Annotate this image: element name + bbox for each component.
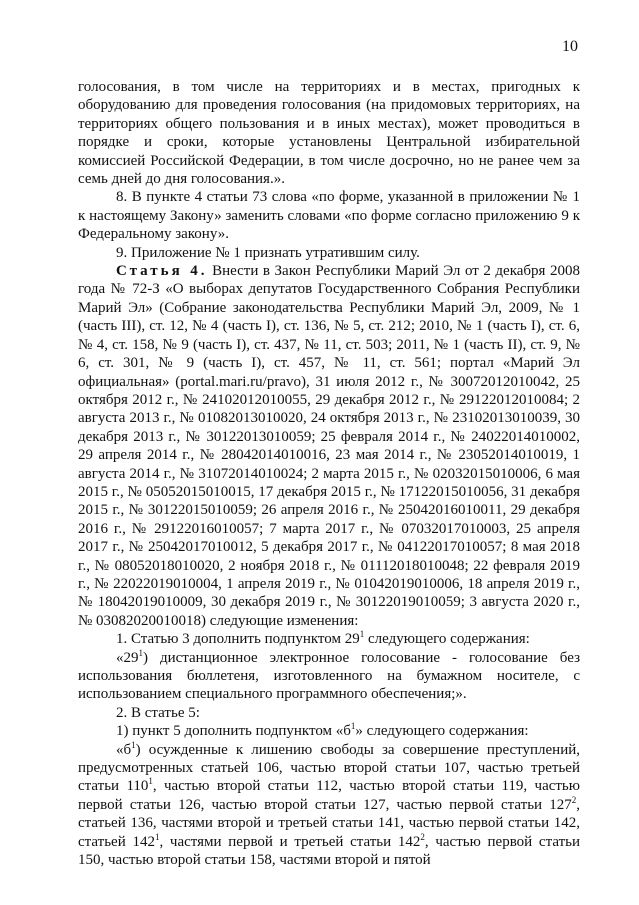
paragraph-item-9: 9. Приложение № 1 признать утратившим силу. bbox=[116, 244, 420, 261]
paragraph-definition-29-1: «$29^1$) дистанционное электронное голосование - голосование без использования бюллетеня, изготовленного на бумажном носителе, с использованием специального программного обеспечения;». bbox=[78, 647, 580, 703]
paragraph-change-1: 1. Статью 3 дополнить подпунктом $29^1$ следующего содержания: bbox=[116, 629, 530, 648]
article-heading: Статья 4. bbox=[116, 263, 208, 280]
paragraph-continuation: голосования, в том числе на территориях и в местах, пригодных к оборудованию для проведения голосования (на придомовых территориях, на территориях общего пользования и в иных местах), может проводиться в порядке и сроки, которые установлены Центральной избирательной комиссией Российской Федерации, в том числе досрочно, но не ранее чем за семь дней до дня голосования.». bbox=[78, 79, 580, 188]
paragraph-article-4 bbox=[78, 262, 580, 630]
page-number: 10 bbox=[562, 38, 578, 55]
paragraph-b1-text: «$б^1$) осужденные к лишению свободы за совершение преступлений, предусмотренных статьей 106, частью второй статьи 107, частью третьей статьи $110^1$, частью второй статьи 112, частью второй статьи 119, частью первой статьи 126, частью второй статьи 127, частью первой статьи $127^2$, статьей 136, частями второй и третьей статьи 141, частью первой статьи 142, статьей $142^1$, частями первой и третьей статьи $142^2$, частью первой статьи 150, частью второй статьи 158, частями второй и пятой bbox=[78, 739, 581, 869]
paragraph-change-2: 2. В статье 5: bbox=[116, 704, 200, 721]
document-body bbox=[78, 78, 580, 869]
paragraph-item-8: 8. В пункте 4 статьи 73 слова «по форме, указанной в приложении № 1 к настоящему Закону» заменить словами «по форме согласно приложению 9 к Федеральному закону». bbox=[78, 189, 580, 243]
article-text: Внести в Закон Республики Марий Эл от 2 декабря 2008 года № 72-З «О выборах депутатов Государственного Собрания Республики Марий Эл» (Собрание законодательства Республики Марий Эл, 2009, № 1 (часть III), ст. 12, № 4 (часть I), ст. 136, № 5, ст. 212; 2010, № 1 (часть I), ст. 6, № 4, ст. 158, № 9 (часть I), ст. 437, № 11, ст. 503; 2011, № 1 (часть II), ст. 9, № 6, ст. 301, № 9 (часть I), ст. 457, № 11, ст. 561; портал «Марий Эл официальная» (portal.mari.ru/pravo), 31 июля 2012 г., № 30072012010042, 25 октября 2012 г., № 24102012010055, 29 декабря 2012 г., № 29122012010084; 2 августа 2013 г., № 01082013010020, 24 октября 2013 г., № 23102013010039, 30 декабря 2013 г., № 30122013010059; 25 февраля 2014 г., № 24022014010002, 29 апреля 2014 г., № 28042014010016, 23 мая 2014 г., № 23052014010019, 1 августа 2014 г., № 31072014010024; 2 марта 2015 г., № 02032015010006, 6 мая 2015 г., № 05052015010015, 17 декабря 2015 г., № 17122015010056, 31 декабря 2015 г., № 30122015010059; 26 апреля 2016 г., № 25042016010011, 29 декабря 2016 г., № 29122016010057; 7 марта 2017 г., № 07032017010003, 25 апреля 2017 г., № 25042017010012, 5 декабря 2017 г., № 04122017010057; 8 мая 2018 г., № 08052018010020, 2 ноября 2018 г., № 01112018010048; 22 февраля 2019 г., № 22022019010004, 1 апреля 2019 г., № 01042019010006, 18 апреля 2019 г., № 18042019010009, 30 декабря 2019 г., № 30122019010059; 3 августа 2020 г., № 03082020010018) следующие изменения: bbox=[78, 263, 580, 629]
paragraph-subitem-1: 1) пункт 5 дополнить подпунктом «$б^1$» следующего содержания: bbox=[116, 721, 529, 740]
